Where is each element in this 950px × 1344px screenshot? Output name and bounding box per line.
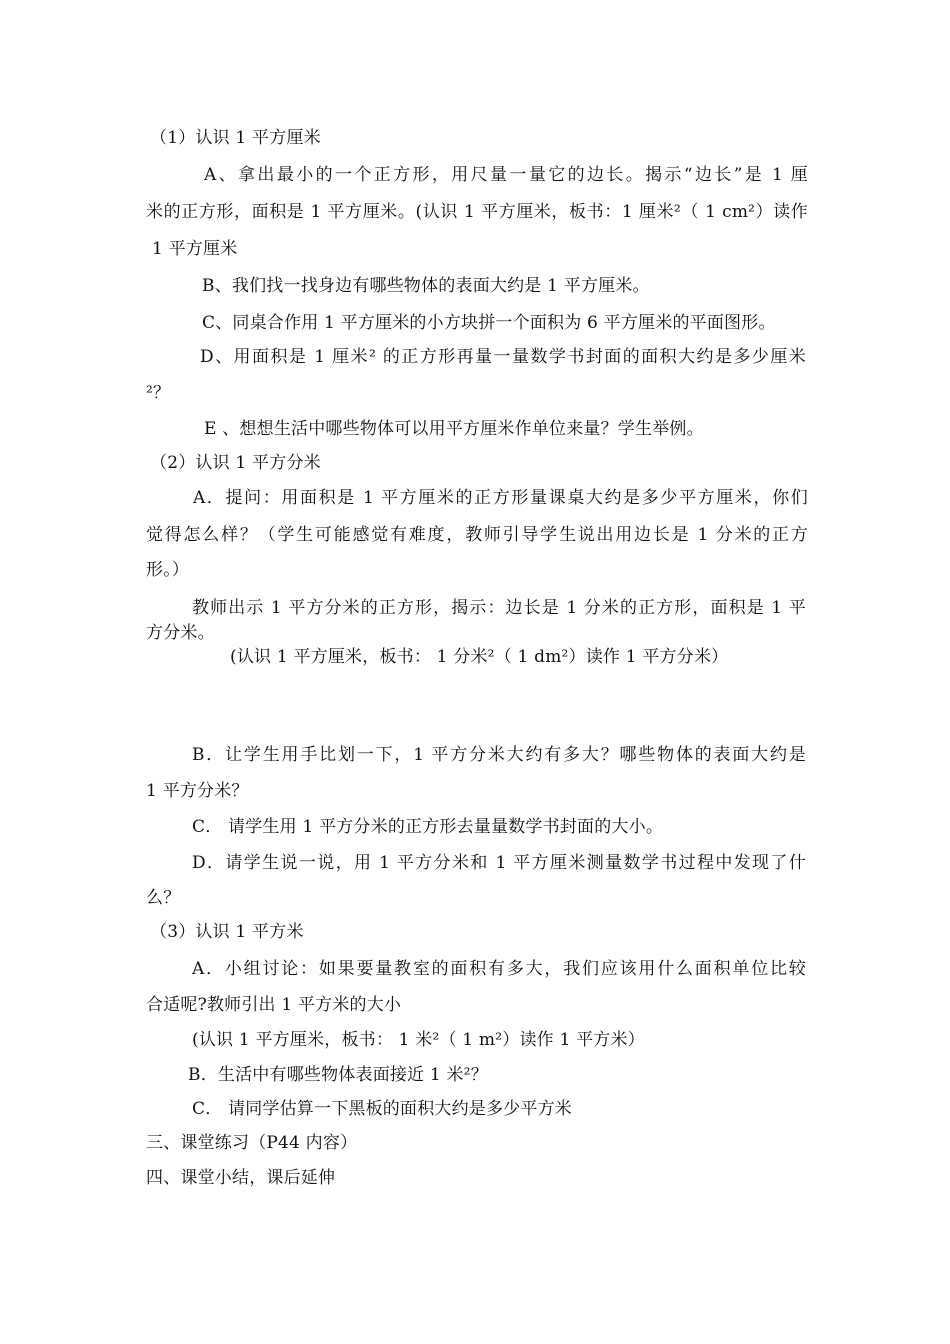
section2-d-line2: 么？ <box>146 888 181 908</box>
section3-a-line2: 合适呢?教师引出 1 平方米的大小 <box>146 995 402 1015</box>
section2-heading: （2）认识 1 平方分米 <box>150 453 321 473</box>
section2-show-line1: 教师出示 1 平方分米的正方形，揭示：边长是 1 分米的正方形，面积是 1 平 <box>192 598 806 618</box>
section3-heading: （3）认识 1 平方米 <box>150 922 304 942</box>
section2-a-line2: 觉得怎么样？（学生可能感觉有难度，教师引导学生说出用边长是 1 分米的正方 <box>146 525 808 545</box>
section2-board: (认识 1 平方厘米，板书： 1 分米²（ 1 dm²）读作 1 平方分米） <box>230 647 729 667</box>
section2-a-line3: 形。） <box>146 560 190 580</box>
section1-a-line2: 米的正方形，面积是 1 平方厘米。(认识 1 平方厘米，板书：1 厘米²（ 1 cm²）读作 <box>146 202 808 222</box>
section1-a-line1: A、拿出最小的一个正方形，用尺量一量它的边长。揭示“边长”是 1 厘 <box>204 165 808 185</box>
section2-a-line1: A．提问：用面积是 1 平方厘米的正方形量课桌大约是多少平方厘米，你们 <box>193 488 808 508</box>
section1-d-line2: ²？ <box>146 383 171 403</box>
section2-show-line2: 方分米。 <box>146 623 215 643</box>
part3-heading: 三、课堂练习（P44 内容） <box>146 1133 358 1153</box>
section2-c: C． 请学生用 1 平方分米的正方形去量量数学书封面的大小。 <box>192 817 664 837</box>
section1-b: B、我们找一找身边有哪些物体的表面大约是 1 平方厘米。 <box>202 276 650 296</box>
section2-b-line2: 1 平方分米？ <box>146 781 249 801</box>
section1-c: C、同桌合作用 1 平方厘米的小方块拼一个面积为 6 平方厘米的平面图形。 <box>202 313 776 333</box>
section3-a-line1: A．小组讨论：如果要量教室的面积有多大，我们应该用什么面积单位比较 <box>192 959 806 979</box>
section2-b-line1: B．让学生用手比划一下，1 平方分米大约有多大？哪些物体的表面大约是 <box>192 745 806 765</box>
section1-heading: （1）认识 1 平方厘米 <box>150 128 321 148</box>
part4-heading: 四、课堂小结，课后延伸 <box>146 1168 336 1188</box>
section2-d-line1: D．请学生说一说，用 1 平方分米和 1 平方厘米测量数学书过程中发现了什 <box>192 853 806 873</box>
section3-b: B．生活中有哪些物体表面接近 1 米²？ <box>188 1065 488 1085</box>
section3-board: (认识 1 平方厘米，板书： 1 米²（ 1 m²）读作 1 平方米） <box>192 1030 645 1050</box>
section1-a-line3: 1 平方厘米 <box>152 239 238 259</box>
section3-c: C． 请同学估算一下黑板的面积大约是多少平方米 <box>192 1099 573 1119</box>
section1-d-line1: D、用面积是 1 厘米² 的正方形再量一量数学书封面的面积大约是多少厘米 <box>200 347 806 367</box>
section1-e: E 、想想生活中哪些物体可以用平方厘米作单位来量？学生举例。 <box>204 419 704 439</box>
